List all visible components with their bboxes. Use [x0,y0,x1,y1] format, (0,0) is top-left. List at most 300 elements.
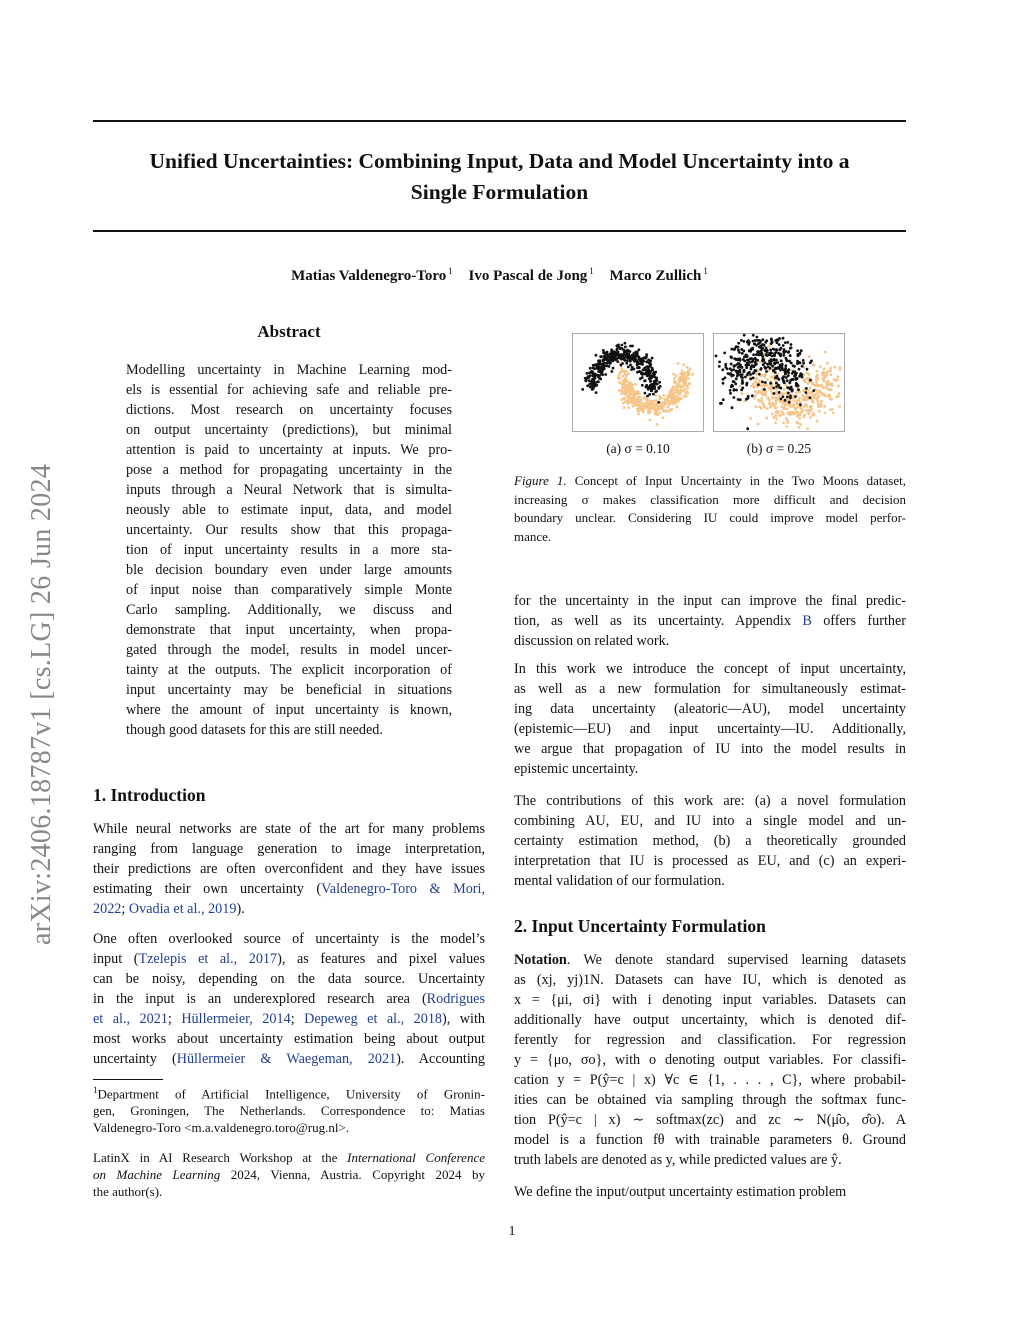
text-line: ing data uncertainty (aleatoric—AU), model uncertainty [514,701,906,717]
figure-1a-caption: (a) σ = 0.10 [606,441,670,456]
abstract-heading: Abstract [257,322,321,341]
scatter-point-class-1 [825,374,828,377]
scatter-point-class-1 [816,370,819,373]
scatter-point-class-1 [793,403,796,406]
scatter-point-class-1 [628,390,631,393]
scatter-point-class-0 [734,358,737,361]
text-line: epistemic uncertainty. [514,761,639,777]
scatter-point-class-0 [792,378,795,381]
scatter-point-class-0 [659,385,662,388]
scatter-point-class-0 [649,363,652,366]
scatter-point-class-0 [786,341,789,344]
scatter-point-class-1 [808,392,811,395]
scatter-point-class-0 [812,389,815,392]
scatter-point-class-1 [673,377,676,380]
scatter-point-class-1 [662,405,665,408]
scatter-point-class-0 [743,356,746,359]
scatter-point-class-1 [766,378,769,381]
scatter-point-class-0 [754,364,757,367]
scatter-point-class-0 [766,349,769,352]
scatter-point-class-1 [785,417,788,420]
scatter-point-class-0 [769,349,772,352]
scatter-point-class-1 [630,386,633,389]
scatter-point-class-0 [595,391,598,394]
footnote: $^1$Department of Artificial Intelligence, University of Gronin- gen, Groningen, The Netherlands. Correspondence to: Matias Valdenegro-Toro <m.a.valdenegro.toro@rug.nl>. [93,1085,485,1136]
scatter-point-class-0 [754,357,757,360]
citation-link[interactable]: Valdenegro-Toro & Mori, [321,881,485,897]
scatter-point-class-0 [759,341,762,344]
scatter-point-class-0 [748,350,751,353]
scatter-point-class-1 [771,403,774,406]
scatter-point-class-0 [753,343,756,346]
scatter-point-class-0 [759,346,762,349]
scatter-point-class-1 [750,385,753,388]
scatter-point-class-0 [640,371,643,374]
scatter-point-class-1 [664,410,667,413]
scatter-point-class-0 [750,368,753,371]
scatter-point-class-1 [789,405,792,408]
scatter-point-class-1 [775,391,778,394]
scatter-point-class-1 [817,400,820,403]
scatter-point-class-1 [822,378,825,381]
citation-link[interactable]: Hüllermeier, 2014 [181,1011,291,1027]
scatter-point-class-1 [649,419,652,422]
scatter-point-class-0 [780,347,783,350]
scatter-point-class-1 [760,400,763,403]
scatter-point-class-1 [761,384,764,387]
scatter-point-class-1 [625,370,628,373]
scatter-point-class-1 [624,384,627,387]
scatter-point-class-0 [722,378,725,381]
scatter-point-class-0 [599,367,602,370]
scatter-point-class-0 [647,368,650,371]
scatter-point-class-1 [824,412,827,415]
scatter-point-class-0 [773,353,776,356]
scatter-point-class-1 [679,389,682,392]
scatter-point-class-1 [816,420,819,423]
scatter-point-class-0 [634,355,637,358]
scatter-point-class-1 [684,372,687,375]
scatter-point-class-0 [592,380,595,383]
scatter-point-class-1 [805,396,808,399]
scatter-point-class-0 [735,377,738,380]
scatter-point-class-1 [680,397,683,400]
scatter-point-class-1 [620,367,623,370]
scatter-point-class-0 [638,348,641,351]
scatter-point-class-0 [797,353,800,356]
scatter-point-class-0 [737,362,740,365]
paragraph-this-work [514,659,906,779]
scatter-point-class-1 [684,392,687,395]
scatter-point-class-1 [774,396,777,399]
scatter-point-class-1 [809,416,812,419]
scatter-point-class-1 [682,363,685,366]
scatter-point-class-1 [798,396,801,399]
scatter-point-class-1 [654,405,657,408]
scatter-point-class-1 [756,392,759,395]
scatter-point-class-0 [782,344,785,347]
scatter-point-class-0 [592,372,595,375]
scatter-point-class-0 [599,355,602,358]
scatter-point-class-0 [737,342,740,345]
scatter-point-class-1 [827,395,830,398]
text-line: tainty at the outputs. The explicit incorporation of [126,662,452,678]
scatter-point-class-0 [631,354,634,357]
scatter-point-class-1 [627,402,630,405]
venue-note: LatinX in AI Research Workshop at the International Conference on Machine Learning 2024, Vienna, Austria. Copyright 2024 by the author(s). [93,1150,485,1199]
scatter-point-class-1 [621,386,624,389]
scatter-point-class-0 [778,378,781,381]
scatter-point-class-1 [749,417,752,420]
scatter-point-class-1 [779,414,782,417]
scatter-point-class-1 [785,425,788,428]
text-line: gated through the model, results in model uncer- [126,642,452,658]
scatter-point-class-0 [627,366,630,369]
scatter-point-class-0 [612,357,615,360]
appendix-link[interactable]: B [802,613,812,629]
scatter-point-class-0 [752,353,755,356]
scatter-point-class-1 [759,361,762,364]
scatter-point-class-0 [767,366,770,369]
scatter-point-class-1 [673,395,676,398]
intro-paragraph-2 [93,929,485,1069]
scatter-point-class-1 [627,372,630,375]
scatter-point-class-0 [775,382,778,385]
text-line: (epistemic—EU) and input uncertainty—IU. Additionally, [514,721,906,737]
scatter-point-class-1 [636,401,639,404]
scatter-point-class-0 [784,399,787,402]
scatter-point-class-1 [833,378,836,381]
scatter-point-class-1 [677,392,680,395]
scatter-point-class-1 [656,423,659,426]
scatter-point-class-1 [663,401,666,404]
scatter-point-class-0 [756,359,759,362]
scatter-point-class-1 [764,394,767,397]
scatter-point-class-0 [730,385,733,388]
scatter-point-class-0 [742,350,745,353]
scatter-point-class-0 [734,383,737,386]
scatter-point-class-0 [801,376,804,379]
scatter-point-class-1 [815,375,818,378]
scatter-point-class-0 [586,384,589,387]
scatter-point-class-0 [723,352,726,355]
scatter-point-class-0 [757,383,760,386]
text-line: While neural networks are state of the art for many problems [93,821,485,837]
scatter-point-class-0 [586,372,589,375]
scatter-point-class-0 [794,378,797,381]
scatter-point-class-0 [631,345,634,348]
scatter-point-class-0 [761,355,764,358]
citation-link[interactable]: Hüllermeier & Waegeman, 2021 [176,1051,397,1067]
scatter-point-class-0 [649,359,652,362]
scatter-point-class-1 [763,374,766,377]
text-line: In this work we introduce the concept of input uncertainty, [514,661,906,677]
scatter-point-class-1 [637,413,640,416]
scatter-point-class-1 [832,412,835,415]
scatter-point-class-0 [645,365,648,368]
scatter-point-class-0 [730,355,733,358]
scatter-point-class-1 [645,402,648,405]
scatter-point-class-0 [772,369,775,372]
scatter-point-class-1 [771,397,774,400]
scatter-point-class-0 [636,363,639,366]
scatter-point-class-0 [753,371,756,374]
scatter-point-class-1 [768,402,771,405]
scatter-point-class-1 [669,408,672,411]
scatter-point-class-1 [672,389,675,392]
section-2-heading: 2. Input Uncertainty Formulation [514,916,766,936]
scatter-point-class-0 [630,368,633,371]
scatter-point-class-0 [622,348,625,351]
scatter-point-class-1 [774,422,777,425]
scatter-point-class-0 [788,401,791,404]
scatter-point-class-0 [600,371,603,374]
scatter-point-class-0 [629,350,632,353]
text-line: as well as a new formulation for simultaneously estimat- [514,681,906,697]
scatter-point-class-1 [636,408,639,411]
scatter-point-class-0 [769,382,772,385]
text-line: interpretation that IU is processed as EU, and (c) an experi- [514,853,906,869]
scatter-point-class-1 [830,383,833,386]
scatter-point-class-0 [763,388,766,391]
scatter-point-class-0 [602,363,605,366]
scatter-point-class-0 [586,376,589,379]
scatter-point-class-0 [718,365,721,368]
scatter-point-class-0 [789,354,792,357]
scatter-point-class-0 [787,374,790,377]
title-line-2: Single Formulation [410,180,589,204]
scatter-point-class-1 [775,402,778,405]
scatter-point-class-0 [595,363,598,366]
scatter-point-class-0 [790,343,793,346]
citation-link[interactable]: Ovadia et al., 2019 [128,901,237,917]
scatter-point-class-1 [837,395,840,398]
citation-link[interactable]: Tzelepis et al., 2017 [138,951,278,967]
scatter-point-class-0 [650,389,653,392]
scatter-point-class-0 [588,379,591,382]
figure-1b-plot [713,333,845,432]
text-line: of input noise than comparatively simple Monte [126,582,452,598]
text-line: mental validation of our formulation. [514,873,725,889]
scatter-point-class-0 [770,363,773,366]
scatter-point-class-0 [796,349,799,352]
scatter-point-class-0 [581,388,584,391]
text-line: els is essential for achieving safe and reliable pre- [126,382,452,398]
scatter-point-class-0 [795,382,798,385]
scatter-point-class-1 [644,407,647,410]
scatter-point-class-0 [751,394,754,397]
scatter-point-class-1 [658,412,661,415]
scatter-point-class-0 [729,392,732,395]
scatter-point-class-1 [796,415,799,418]
scatter-point-class-0 [655,378,658,381]
text-line: in the input is an underexplored research area (Rodrigues [93,991,485,1007]
scatter-point-class-1 [808,373,811,376]
scatter-point-class-1 [796,406,799,409]
scatter-point-class-1 [647,408,650,411]
scatter-point-class-1 [775,406,778,409]
scatter-point-class-1 [625,400,628,403]
scatter-point-class-1 [798,399,801,402]
scatter-point-class-1 [763,406,766,409]
scatter-point-class-1 [814,396,817,399]
scatter-point-class-0 [639,377,642,380]
citation-link[interactable]: Depeweg et al., 2018 [304,1011,443,1027]
scatter-point-class-0 [644,392,647,395]
scatter-point-class-1 [647,411,650,414]
scatter-point-class-0 [760,367,763,370]
scatter-point-class-1 [675,405,678,408]
scatter-point-class-0 [788,360,791,363]
scatter-point-class-0 [732,380,735,383]
scatter-point-class-0 [809,379,812,382]
scatter-point-class-0 [608,365,611,368]
scatter-point-class-1 [675,388,678,391]
scatter-point-class-0 [653,380,656,383]
scatter-point-class-1 [781,392,784,395]
scatter-point-class-0 [584,380,587,383]
scatter-point-class-1 [655,399,658,402]
scatter-point-class-1 [824,351,827,354]
scatter-point-class-1 [629,401,632,404]
scatter-point-class-0 [773,348,776,351]
two-moons-scatter-a [573,334,703,431]
scatter-point-class-1 [806,427,809,430]
scatter-point-class-0 [653,385,656,388]
scatter-point-class-1 [826,383,829,386]
scatter-point-class-0 [645,360,648,363]
scatter-point-class-0 [592,384,595,387]
scatter-point-class-1 [618,377,621,380]
scatter-point-class-1 [658,395,661,398]
text-line: The contributions of this work are: (a) a novel formulation [514,793,906,809]
scatter-point-class-1 [818,405,821,408]
scatter-point-class-0 [624,342,627,345]
scatter-point-class-1 [765,417,768,420]
text-line: most works about uncertainty estimation being about output [93,1031,485,1047]
text-line: Modelling uncertainty in Machine Learning mod- [126,362,452,378]
scatter-point-class-1 [683,395,686,398]
scatter-point-class-0 [624,346,627,349]
citation-link[interactable]: et al., 2021 [93,1011,168,1027]
scatter-point-class-0 [799,372,802,375]
scatter-point-class-1 [768,345,771,348]
scatter-point-class-0 [775,385,778,388]
text-line: uncertainty. Our results show that this propaga- [126,522,452,538]
scatter-point-class-0 [762,359,765,362]
text-line: dictions. Most research on uncertainty focuses [126,402,452,418]
scatter-point-class-1 [618,381,621,384]
arxiv-stamp: arXiv:2406.18787v1 [cs.LG] 26 Jun 2024 [26,463,57,945]
scatter-point-class-0 [761,343,764,346]
scatter-point-class-1 [622,402,625,405]
scatter-point-class-0 [738,365,741,368]
scatter-point-class-0 [739,398,742,401]
scatter-point-class-1 [774,399,777,402]
scatter-point-class-0 [633,368,636,371]
scatter-point-class-1 [668,394,671,397]
scatter-point-class-1 [741,392,744,395]
scatter-point-class-1 [838,392,841,395]
scatter-point-class-1 [830,388,833,391]
scatter-point-class-1 [627,400,630,403]
scatter-point-class-0 [715,355,718,358]
scatter-point-class-1 [755,405,758,408]
scatter-point-class-0 [657,401,660,404]
scatter-point-class-1 [819,391,822,394]
scatter-point-class-1 [795,391,798,394]
scatter-point-class-0 [764,381,767,384]
scatter-point-class-1 [643,397,646,400]
scatter-point-class-0 [790,346,793,349]
page-number: 1 [508,1224,516,1239]
scatter-point-class-0 [724,364,727,367]
scatter-point-class-1 [754,390,757,393]
scatter-point-class-1 [781,405,784,408]
text-line: input (Tzelepis et al., 2017), as features and pixel values [93,951,485,967]
citation-link[interactable]: 2022 [93,901,122,917]
scatter-point-class-1 [768,399,771,402]
scatter-point-class-0 [775,348,778,351]
scatter-point-class-0 [610,351,613,354]
scatter-point-class-1 [829,367,832,370]
scatter-point-class-0 [621,344,624,347]
citation-link[interactable]: Rodrigues [426,991,485,1007]
scatter-point-class-1 [662,409,665,412]
scatter-point-class-0 [741,387,744,390]
scatter-point-class-1 [812,364,815,367]
scatter-point-class-1 [650,403,653,406]
scatter-point-class-0 [782,354,785,357]
scatter-point-class-1 [794,407,797,410]
scatter-point-class-0 [649,375,652,378]
scatter-point-class-0 [645,353,648,356]
scatter-point-class-1 [823,405,826,408]
scatter-point-class-1 [782,422,785,425]
title-line-1: Unified Uncertainties: Combining Input, Data and Model Uncertainty into a [149,149,850,173]
scatter-point-class-1 [820,400,823,403]
scatter-point-class-0 [780,365,783,368]
scatter-point-class-1 [621,398,624,401]
scatter-point-class-0 [782,337,785,340]
last-paragraph-start: We define the input/output uncertainty estimation problem [514,1184,847,1200]
scatter-point-class-1 [658,406,661,409]
scatter-point-class-0 [785,376,788,379]
scatter-point-class-0 [786,396,789,399]
scatter-point-class-0 [741,381,744,384]
scatter-point-class-0 [592,367,595,370]
scatter-point-class-0 [769,352,772,355]
scatter-point-class-1 [670,399,673,402]
scatter-point-class-0 [719,402,722,405]
scatter-point-class-0 [770,342,773,345]
scatter-point-class-1 [817,395,820,398]
scatter-point-class-1 [799,423,802,426]
scatter-point-class-0 [739,368,742,371]
scatter-point-class-0 [636,355,639,358]
scatter-point-class-1 [836,375,839,378]
scatter-point-class-1 [785,384,788,387]
scatter-point-class-0 [806,368,809,371]
scatter-point-class-0 [765,339,768,342]
scatter-point-class-0 [782,368,785,371]
scatter-point-class-0 [773,358,776,361]
scatter-point-class-1 [804,403,807,406]
scatter-point-class-1 [678,377,681,380]
scatter-point-class-0 [736,375,739,378]
scatter-point-class-0 [809,361,812,364]
scatter-point-class-1 [813,394,816,397]
